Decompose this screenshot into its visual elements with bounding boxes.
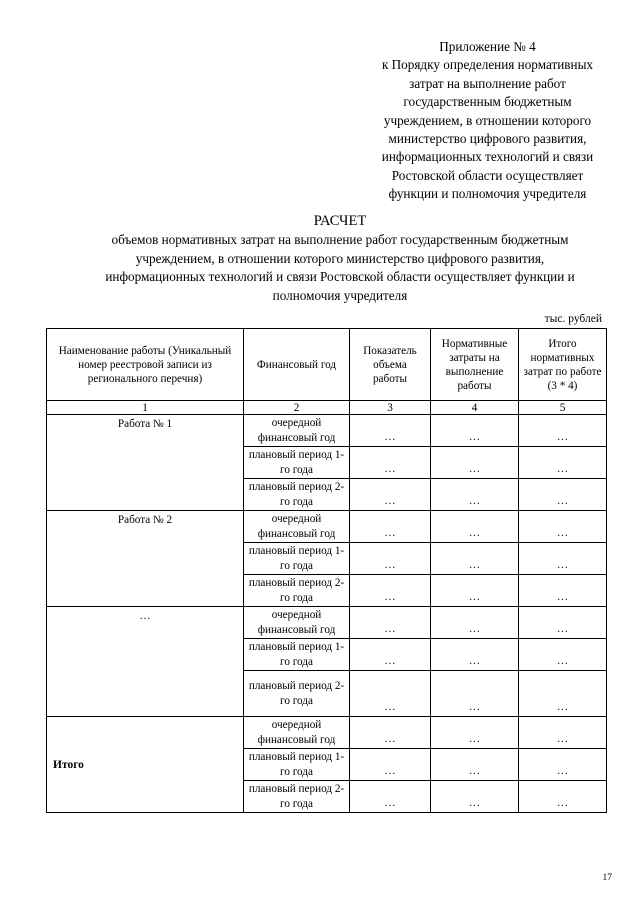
total-cell: … (519, 415, 607, 447)
period-cell: плановый период 1-го года (244, 543, 350, 575)
appendix-block (355, 38, 620, 204)
page-number: 17 (602, 873, 612, 883)
volume-cell: … (350, 415, 431, 447)
total-cell: … (519, 781, 607, 813)
column-number: 5 (519, 401, 607, 415)
period-cell: очередной финансовый год (244, 415, 350, 447)
column-number-row (47, 401, 607, 415)
period-cell: очередной финансовый год (244, 717, 350, 749)
volume-cell: … (350, 543, 431, 575)
table-row (47, 415, 607, 447)
volume-cell: … (350, 717, 431, 749)
norm-cost-cell: … (431, 717, 519, 749)
norm-cost-cell: … (431, 671, 519, 717)
appendix-line: учреждением, в отношении которого (383, 112, 592, 128)
norm-cost-cell: … (431, 607, 519, 639)
norm-cost-cell: … (431, 447, 519, 479)
subtitle-line: информационных технологий и связи Ростовской области осуществляет функции и (105, 269, 575, 285)
period-cell: плановый период 1-го года (244, 749, 350, 781)
calculation-table (46, 328, 607, 813)
header-row (47, 329, 607, 401)
volume-cell: … (350, 575, 431, 607)
header-total: Итого нормативных затрат по работе (3 * 4) (519, 329, 607, 401)
header-norm-costs: Нормативные затраты на выполнение работы (431, 329, 519, 401)
table-row-total (47, 717, 607, 749)
header-work-name: Наименование работы (Уникальный номер реестровой записи из регионального перечня) (47, 329, 244, 401)
units-label: тыс. рублей (544, 313, 602, 325)
appendix-line: министерство цифрового развития, (388, 131, 587, 147)
norm-cost-cell: … (431, 511, 519, 543)
period-cell: плановый период 1-го года (244, 447, 350, 479)
header-fiscal-year: Финансовый год (244, 329, 350, 401)
appendix-line: функции и полномочия учредителя (388, 186, 587, 202)
total-cell: … (519, 671, 607, 717)
header-volume: Показатель объема работы (350, 329, 431, 401)
total-cell: … (519, 479, 607, 511)
period-cell: очередной финансовый год (244, 607, 350, 639)
appendix-line: затрат на выполнение работ (409, 75, 566, 91)
period-cell: очередной финансовый год (244, 511, 350, 543)
column-number: 2 (244, 401, 350, 415)
column-number: 1 (47, 401, 244, 415)
volume-cell: … (350, 671, 431, 717)
total-cell: … (519, 607, 607, 639)
norm-cost-cell: … (431, 781, 519, 813)
subtitle-line: учреждением, в отношении которого министерство цифрового развития, (135, 250, 545, 266)
appendix-line: к Порядку определения нормативных (381, 57, 594, 73)
total-cell: … (519, 447, 607, 479)
norm-cost-cell: … (431, 749, 519, 781)
total-cell: … (519, 749, 607, 781)
volume-cell: … (350, 781, 431, 813)
volume-cell: … (350, 639, 431, 671)
total-cell: … (519, 717, 607, 749)
total-cell: … (519, 511, 607, 543)
period-cell: плановый период 2-го года (244, 479, 350, 511)
appendix-line: государственным бюджетным (403, 94, 572, 110)
volume-cell: … (350, 607, 431, 639)
document-subtitle (58, 231, 622, 305)
volume-cell: … (350, 749, 431, 781)
subtitle-line: полномочия учредителя (272, 287, 408, 303)
norm-cost-cell: … (431, 639, 519, 671)
appendix-line: Ростовской области осуществляет (391, 167, 584, 183)
document-title: РАСЧЕТ (313, 213, 367, 229)
subtitle-line: объемов нормативных затрат на выполнение работ государственным бюджетным (111, 232, 569, 247)
volume-cell: … (350, 447, 431, 479)
work-name-cell: … (47, 607, 244, 717)
table-row (47, 607, 607, 639)
appendix-line: информационных технологий и связи (381, 149, 594, 165)
total-cell: … (519, 543, 607, 575)
work-name-cell: Работа № 1 (47, 415, 244, 511)
total-cell: … (519, 575, 607, 607)
total-cell: … (519, 639, 607, 671)
norm-cost-cell: … (431, 575, 519, 607)
period-cell: плановый период 1-го года (244, 639, 350, 671)
period-cell: плановый период 2-го года (244, 781, 350, 813)
period-cell: плановый период 2-го года (244, 671, 350, 717)
total-label: Итого (47, 717, 244, 813)
norm-cost-cell: … (431, 415, 519, 447)
column-number: 4 (431, 401, 519, 415)
appendix-line: Приложение № 4 (439, 39, 536, 54)
volume-cell: … (350, 511, 431, 543)
volume-cell: … (350, 479, 431, 511)
table-row (47, 511, 607, 543)
norm-cost-cell: … (431, 543, 519, 575)
norm-cost-cell: … (431, 479, 519, 511)
work-name-cell: Работа № 2 (47, 511, 244, 607)
period-cell: плановый период 2-го года (244, 575, 350, 607)
column-number: 3 (350, 401, 431, 415)
